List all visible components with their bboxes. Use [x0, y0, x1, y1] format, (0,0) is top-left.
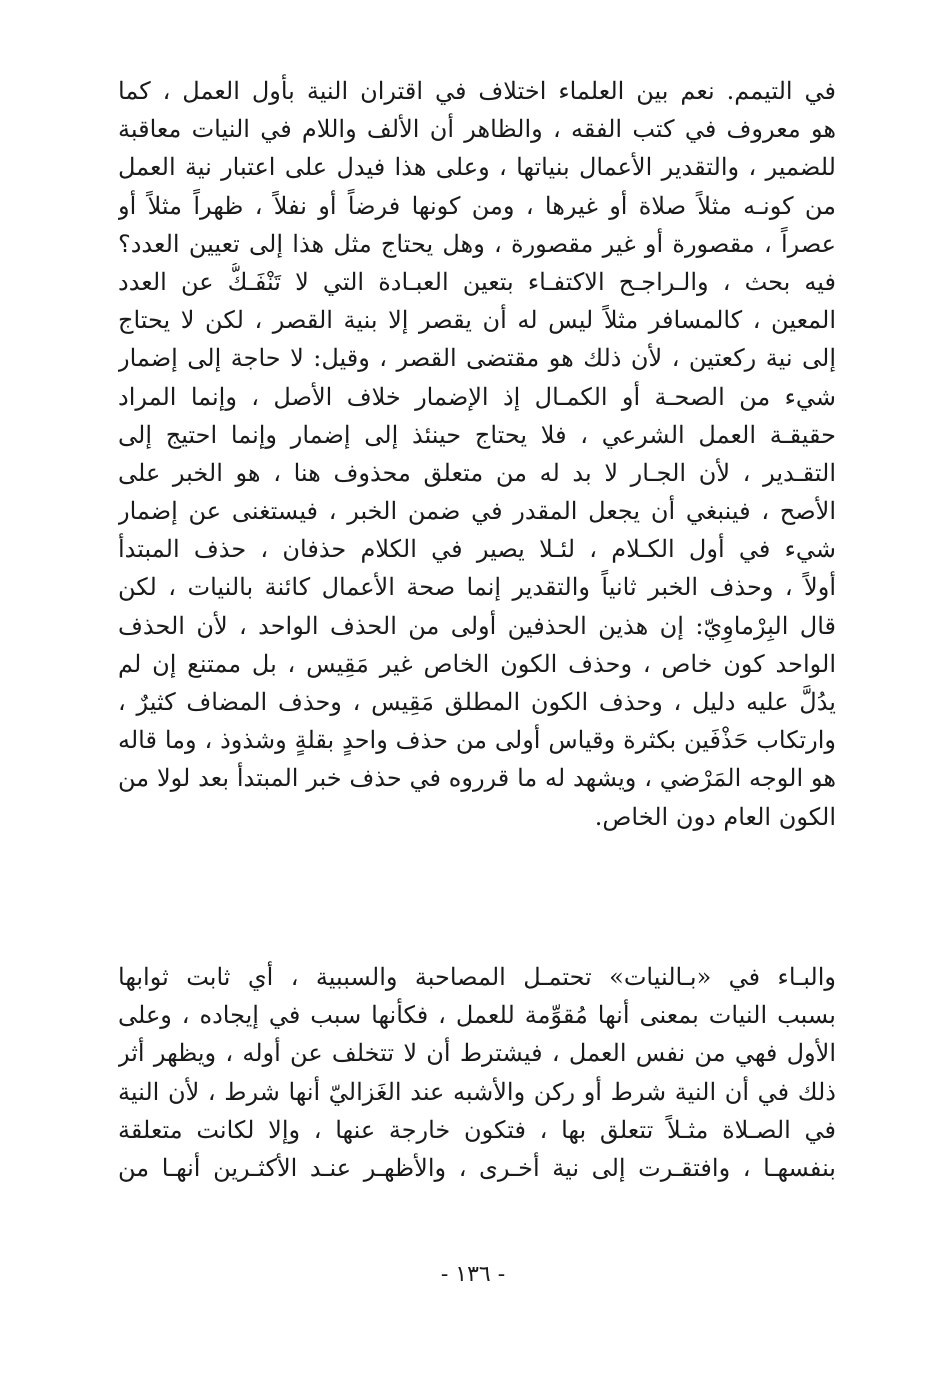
text-line: شيء في أول الكـلام ، لئـلا يصير في الكلام حذفان ، حذف المبتدأ [118, 535, 836, 564]
text-line: وارتكاب حَذْفَين بكثرة وقياس أولى من حذف واحدٍ بقلةٍ وشذوذ ، وما قاله [118, 726, 836, 755]
text-line: من كونـه مثلاً صلاة أو غيرها ، ومن كونها فرضاً أو نفلاً ، ظهراً مثلاً أو [118, 191, 836, 220]
text-line: بنفسهـا ، وافتقـرت إلى نية أخـرى ، والأظهـر عنـد الأكثـرين أنهـا من [118, 1153, 836, 1182]
text-line: الأول فهي من نفس العمل ، فيشترط أن لا تتخلف عن أوله ، ويظهر أثر [118, 1039, 836, 1068]
text-line: في التيمم. نعم بين العلماء اختلاف في اقتران النية بأول العمل ، كما [118, 77, 836, 105]
text-line: يدُلَّ عليه دليل ، وحذف الكون المطلق مَقِيس ، وحذف المضاف كثيرٌ ، [118, 688, 836, 716]
text-line: حقيقـة العمل الشرعي ، فلا يحتاج حينئذ إلى إضمار وإنما احتيج إلى [118, 420, 836, 449]
text-line: بسبب النيات بمعنى أنها مُقوِّمة للعمل ، فكأنها سبب في إيجاده ، وعلى [118, 1001, 836, 1030]
text-line: إلى نية ركعتين ، لأن ذلك هو مقتضى القصر ، وقيل: لا حاجة إلى إضمار [118, 344, 836, 373]
text-line: المعين ، كالمسافر مثلاً ليس له أن يقصر إلا بنية القصر ، لكن لا يحتاج [118, 306, 836, 335]
text-line: هو معروف في كتب الفقه ، والظاهر أن الألف واللام في النيات معاقبة [118, 115, 836, 144]
text-line: للضمير ، والتقدير الأعمال بنياتها ، وعلى هذا فيدل على اعتبار نية العمل [118, 153, 836, 182]
paragraph-1 [118, 72, 836, 836]
text-line: ذلك في أن النية شرط أو ركن والأشبه عند الغَزاليّ أنها شرط ، لأن النية [118, 1077, 836, 1106]
text-line: الواحد كون خاص ، وحذف الكون الخاص غير مَقِيس ، بل ممتنع إن لم [118, 649, 836, 678]
paragraph-2 [118, 958, 836, 1187]
text-line: في الصـلاة مثـلاً تتعلق بها ، فتكون خارجة عنها ، وإلا لكانت متعلقة [118, 1115, 836, 1144]
text-line: قال البِرْماوِيّ: إن هذين الحذفين أولى من الحذف الواحد ، لأن الحذف [118, 611, 836, 640]
text-line: الأصح ، فينبغي أن يجعل المقدر في ضمن الخبر ، فيستغنى عن إضمار [118, 497, 836, 526]
text-line: عصراً ، مقصورة أو غير مقصورة ، وهل يحتاج مثل هذا إلى تعيين العدد؟ [118, 229, 836, 258]
text-line: التقـدير ، لأن الجـار لا بد له من متعلق محذوف هنا ، هو الخبر على [118, 458, 836, 487]
page-number: - ١٣٦ - [440, 1262, 506, 1287]
text-line: فيه بحث ، والـراجـح الاكتفـاء بتعين العبـادة التي لا تَنْفَـكُّ عن العدد [118, 267, 836, 296]
text-line: والبـاء في «بـالنيات» تحتمـل المصاحبة والسببية ، أي ثابت ثوابها [118, 963, 836, 991]
text-line: هو الوجه المَرْضي ، ويشهد له ما قرروه في حذف خبر المبتدأ بعد لولا من [118, 764, 836, 793]
text-line: أولاً ، وحذف الخبر ثانياً والتقدير إنما صحة الأعمال كائنة بالنيات ، لكن [118, 573, 836, 602]
text-line: شيء من الصحـة أو الكمـال إذ الإضمار خلاف الأصل ، وإنما المراد [118, 382, 836, 411]
text-line: الكون العام دون الخاص. [594, 802, 836, 831]
